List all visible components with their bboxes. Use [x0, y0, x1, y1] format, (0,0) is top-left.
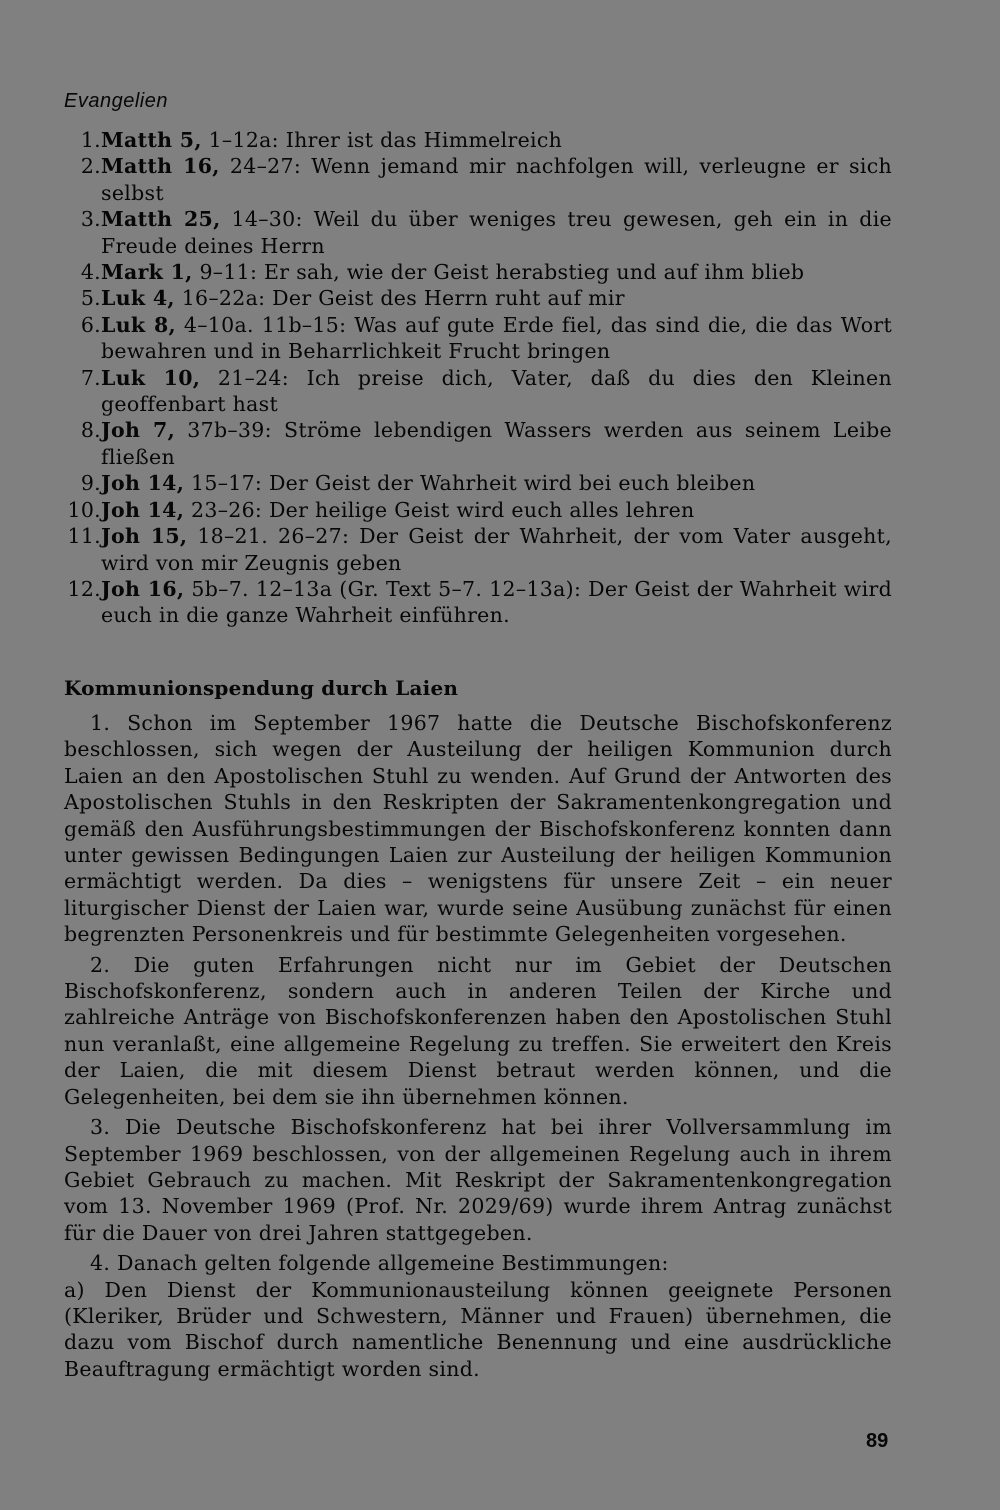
gospel-entry — [101, 312, 892, 365]
gospel-item — [64, 470, 892, 496]
page-number: 89 — [866, 1430, 889, 1452]
gospel-entry — [101, 285, 892, 311]
gospel-entry — [101, 576, 892, 629]
gospel-reference: Joh 16, — [101, 576, 185, 601]
gospel-reference: Luk 10, — [101, 365, 201, 390]
gospels-heading: Evangelien — [64, 90, 168, 112]
gospel-entry — [101, 206, 892, 259]
gospel-number: 4. — [80, 260, 101, 285]
gospel-reference: Matth 16, — [101, 154, 220, 179]
gospel-text: 14–30: Weil du über weniges treu gewesen, geh ein in die Freude deines Herrn — [101, 207, 892, 258]
gospel-number: 3. — [80, 207, 101, 232]
gospel-item — [64, 576, 892, 629]
gospel-item — [64, 497, 892, 523]
gospel-item — [64, 417, 892, 470]
gospel-entry — [101, 365, 892, 418]
gospel-entry — [101, 470, 892, 496]
gospel-text: 18–21. 26–27: Der Geist der Wahrheit, der vom Vater ausgeht, wird von mir Zeugnis geben — [101, 524, 892, 575]
gospel-number: 8. — [80, 418, 101, 443]
gospel-entry — [101, 523, 892, 576]
gospel-text: 23–26: Der heilige Geist wird euch alles lehren — [184, 497, 695, 522]
paragraph-1: 1. Schon im September 1967 hatte die Deutsche Bischofskonferenz beschlossen, sich wegen der Austeilung der heiligen Kommunion durch Laien an den Apostolischen Stuhl zu wenden. Auf Grund der Antworten des Apostolischen Stuhls in den Reskripten der Sakramentenkongregation und gemäß den Ausführungsbestimmungen der Bischofskonferenz konnten dann unter gewissen Bedingungen Laien zur Austeilung der heiligen Kommunion ermächtigt werden. Da dies – wenigstens für unsere Zeit – ein neuer liturgischer Dienst der Laien war, wurde seine Ausübung zunächst für einen begrenzten Personenkreis und für bestimmte Gelegenheiten vorgesehen. — [64, 711, 892, 947]
gospel-item — [64, 523, 892, 576]
gospel-number: 1. — [80, 128, 101, 152]
gospel-reference: Matth 25, — [101, 207, 221, 232]
gospel-text: 9–11: Er sah, wie der Geist herabstieg und auf ihm blieb — [192, 260, 805, 285]
gospel-reference: Joh 14, — [101, 497, 185, 522]
gospel-entry — [101, 417, 892, 470]
gospel-reference: Matth 5, — [101, 128, 202, 152]
gospel-number: 11. — [67, 524, 101, 549]
gospel-text: 24–27: Wenn jemand mir nachfolgen will, verleugne er sich selbst — [101, 154, 892, 205]
gospel-reference: Mark 1, — [101, 260, 193, 285]
gospel-item — [64, 285, 892, 311]
gospel-item — [64, 259, 892, 285]
gospel-item — [64, 312, 892, 365]
gospel-text: 5b–7. 12–13a (Gr. Text 5–7. 12–13a): Der Geist der Wahrheit wird euch in die ganze Wahrheit einführen. — [101, 576, 892, 628]
gospel-reference: Joh 7, — [101, 418, 176, 443]
gospel-reference: Joh 14, — [101, 471, 185, 496]
gospel-number: 7. — [80, 365, 101, 390]
gospel-text: 15–17: Der Geist der Wahrheit wird bei euch bleiben — [184, 471, 756, 496]
paragraph-4: 4. Danach gelten folgende allgemeine Bestimmungen: — [90, 1251, 669, 1276]
gospel-text: 37b–39: Ströme lebendigen Wassers werden aus seinem Leibe fließen — [101, 418, 892, 469]
paragraph-2: 2. Die guten Erfahrungen nicht nur im Gebiet der Deutschen Bischofskonferenz, sondern auch in anderen Teilen der Kirche und zahlreiche Anträge von Bischofskonferenzen haben den Apostolischen Stuhl nun veranlaßt, eine allgemeine Regelung zu treffen. Sie erweitert den Kreis der Laien, die mit diesem Dienst betraut werden können, und die Gelegenheiten, bei dem sie ihn übernehmen können. — [64, 952, 892, 1109]
gospel-entry — [101, 497, 892, 523]
gospel-reference: Joh 15, — [101, 524, 188, 549]
gospel-list — [64, 127, 892, 629]
gospel-reference: Luk 4, — [101, 286, 175, 311]
gospel-item — [64, 206, 892, 259]
gospel-entry — [101, 127, 892, 153]
gospel-reference: Luk 8, — [101, 312, 176, 337]
paragraph-3: 3. Die Deutsche Bischofskonferenz hat bei ihrer Vollversammlung im September 1969 beschlossen, von der allgemeinen Regelung auch in ihrem Gebiet Gebrauch zu machen. Mit Reskript der Sakramentenkongregation vom 13. November 1969 (Prof. Nr. 2029/69) wurde ihrem Antrag zunächst für die Dauer von drei Jahren stattgegeben. — [64, 1115, 892, 1245]
gospel-number: 12. — [67, 576, 101, 601]
gospel-text: 21–24: Ich preise dich, Vater, daß du dies den Kleinen geoffenbart hast — [101, 365, 892, 417]
gospel-number: 5. — [80, 286, 101, 311]
paragraph-4a: a) Den Dienst der Kommunionausteilung können geeignete Personen (Kleriker, Brüder und Schwestern, Männer und Frauen) übernehmen, die dazu vom Bischof durch namentliche Benennung und eine ausdrückliche Beauftragung ermächtigt worden sind. — [64, 1277, 892, 1381]
gospel-number: 6. — [80, 312, 101, 337]
gospel-item — [64, 365, 892, 418]
gospel-entry — [101, 259, 892, 285]
gospel-number: 9. — [80, 471, 101, 496]
gospel-text: 1–12a: Ihrer ist das Himmelreich — [201, 128, 563, 152]
gospel-number: 10. — [67, 497, 101, 522]
gospel-entry — [101, 153, 892, 206]
gospel-text: 4–10a. 11b–15: Was auf gute Erde fiel, das sind die, die das Wort bewahren und in Beharrlichkeit Frucht bringen — [101, 312, 892, 364]
gospel-item — [64, 153, 892, 206]
section-body — [64, 710, 892, 1386]
section-title: Kommunionspendung durch Laien — [64, 676, 459, 700]
gospel-item — [64, 127, 892, 153]
gospel-number: 2. — [80, 154, 101, 179]
gospel-text: 16–22a: Der Geist des Herrn ruht auf mir — [174, 286, 625, 311]
